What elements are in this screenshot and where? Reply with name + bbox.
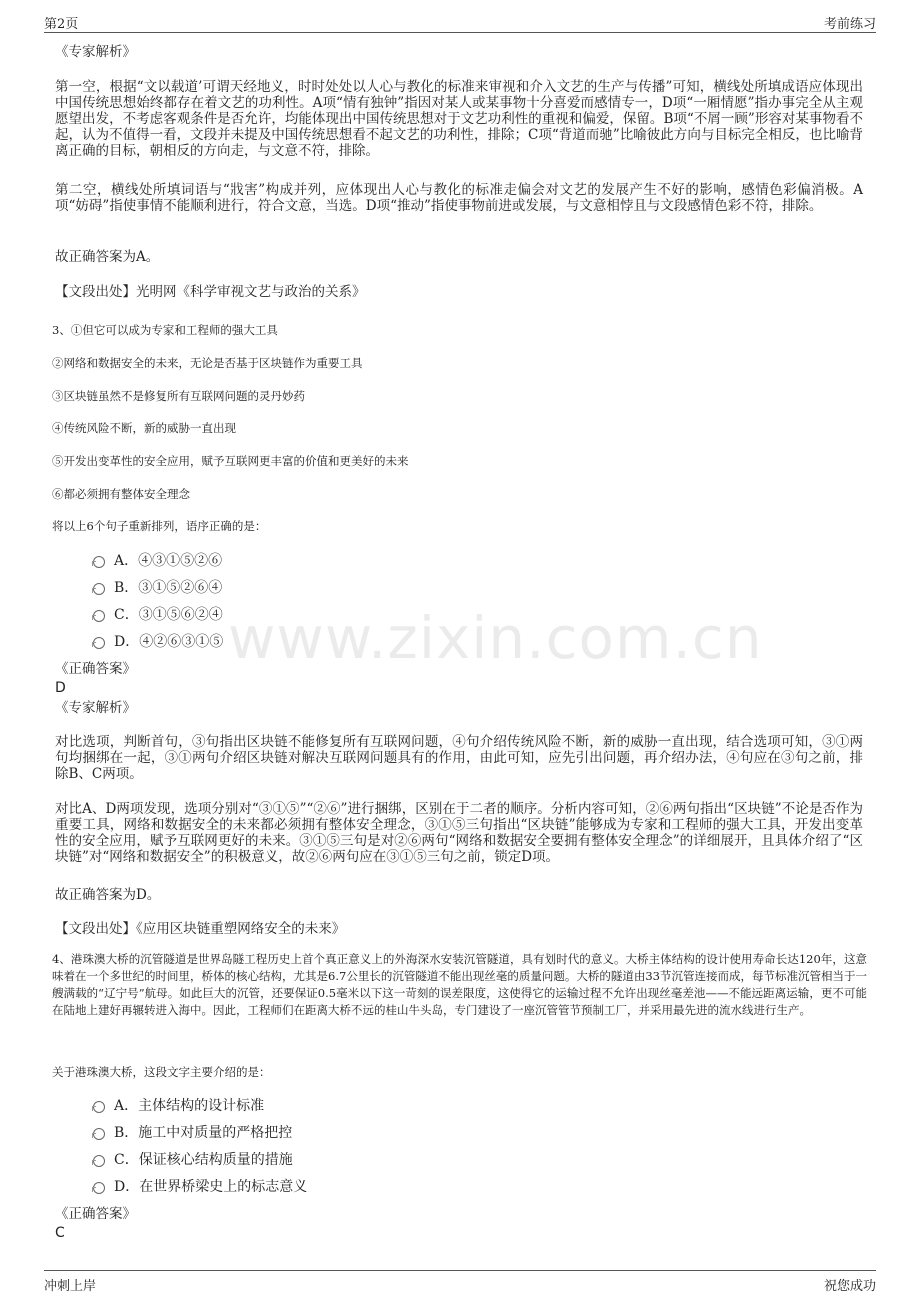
option-letter: C．: [114, 1152, 139, 1168]
radio-icon[interactable]: [93, 637, 105, 649]
q2-analysis-title: 《专家解析》: [55, 44, 136, 60]
radio-icon[interactable]: [93, 610, 105, 622]
option-text: ④③①⑤②⑥: [138, 553, 223, 569]
q3-sentence-6: ⑥都必须拥有整体安全理念: [52, 487, 190, 501]
q4-option-b[interactable]: [93, 1124, 292, 1142]
radio-icon[interactable]: [93, 1182, 105, 1194]
page-header: [44, 10, 876, 33]
q3-conclusion: 故正确答案为D。: [55, 887, 161, 903]
q3-sentence-2: ②网络和数据安全的未来，无论是否基于区块链作为重要工具: [52, 356, 363, 370]
q3-answer: D: [55, 680, 66, 696]
q2-analysis-p2: 第二空，横线处所填词语与“戕害”构成并列，应体现出人心与教化的标准走偏会对文艺的发展产生不好的影响，感情色彩偏消极。A项“妨碍”指使事情不能顺利进行，符合文意，当选。D项“推动”指使事物前进或发展，与文意相悖且与文段感情色彩不符，排除。: [55, 182, 863, 214]
q3-option-d[interactable]: [93, 633, 223, 651]
watermark: www.zixin.com.cn: [228, 604, 763, 672]
q4-option-d[interactable]: [93, 1178, 307, 1196]
option-text: ④②⑥③①⑤: [139, 634, 224, 650]
q3-option-c[interactable]: [93, 606, 223, 624]
page-number: 第2页: [44, 17, 79, 32]
radio-icon[interactable]: [93, 1155, 105, 1167]
radio-icon[interactable]: [93, 556, 105, 568]
radio-icon[interactable]: [93, 1101, 105, 1113]
q3-source: 【文段出处】《应用区块链重塑网络安全的未来》: [55, 921, 346, 937]
header-title: 考前练习: [823, 17, 876, 32]
q4-answer: C: [55, 1225, 65, 1241]
q4-prompt: 关于港珠澳大桥，这段文字主要介绍的是：: [52, 1065, 271, 1079]
option-text: 保证核心结构质量的措施: [138, 1152, 293, 1168]
q3-option-a[interactable]: [93, 552, 222, 570]
radio-icon[interactable]: [93, 583, 105, 595]
q2-source: 【文段出处】光明网《科学审视文艺与政治的关系》: [55, 284, 366, 300]
option-letter: D．: [114, 634, 140, 650]
q4-option-c[interactable]: [93, 1151, 293, 1169]
q3-sentence-3: ③区块链虽然不是修复所有互联网问题的灵丹妙药: [52, 389, 305, 403]
q4-answer-title: 《正确答案》: [55, 1206, 136, 1222]
q2-conclusion: 故正确答案为A。: [55, 249, 160, 265]
option-text: 在世界桥梁史上的标志意义: [139, 1179, 308, 1195]
q3-sentence-5: ⑤开发出变革性的安全应用，赋予互联网更丰富的价值和更美好的未来: [52, 454, 409, 468]
option-letter: A．: [114, 1098, 139, 1114]
q3-analysis-p2: 对比A、D两项发现，选项分别对“③①⑤”“②⑥”进行捆绑，区别在于二者的顺序。分析内容可知，②⑥两句指出“区块链”不论是否作为重要工具，网络和数据安全的未来都必须拥有整体安全理念，③①⑤三句指出“区块链”能够成为专家和工程师的强大工具，开发出变革性的安全应用，赋予互联网更好的未来。③①⑤三句是对②⑥两句“网络和数据安全要拥有整体安全理念”的详细展开，且具体介绍了“区块链”对“网络和数据安全”的积极意义，故②⑥两句应在③①⑤三句之前，锁定D项。: [55, 801, 863, 865]
option-text: ③①⑤⑥②④: [138, 607, 223, 623]
option-letter: D．: [114, 1179, 140, 1195]
footer-left: 冲刺上岸: [44, 1279, 97, 1294]
option-letter: A．: [114, 553, 139, 569]
page-footer: [44, 1270, 876, 1295]
q3-prompt: 将以上6个句子重新排列，语序正确的是：: [52, 519, 267, 533]
radio-icon[interactable]: [93, 1128, 105, 1140]
option-text: 主体结构的设计标准: [138, 1098, 265, 1114]
option-letter: B．: [114, 580, 139, 596]
q4-option-a[interactable]: [93, 1097, 264, 1115]
option-letter: C．: [114, 607, 139, 623]
q3-sentence-1: 3、①但它可以成为专家和工程师的强大工具: [52, 323, 278, 337]
footer-right: 祝您成功: [823, 1279, 876, 1294]
q3-sentence-4: ④传统风险不断，新的威胁一直出现: [52, 421, 236, 435]
q3-answer-title: 《正确答案》: [55, 661, 136, 677]
q4-passage: 4、港珠澳大桥的沉管隧道是世界岛隧工程历史上首个真正意义上的外海深水安装沉管隧道，具有划时代的意义。大桥主体结构的设计使用寿命长达120年，这意味着在一个多世纪的时间里，桥体的核心结构，尤其是6.7公里长的沉管隧道不能出现丝毫的质量问题。大桥的隧道由33节沉管连接而成，每节标准沉管相当于一艘满载的“辽宁号”航母。如此巨大的沉管，还要保证0.5毫米以下这一苛刻的误差限度，这使得它的运输过程不允许出现丝毫差池——不能远距离运输，更不可能在陆地上建好再辗转进入海中。因此，工程师们在距离大桥不远的桂山牛头岛，专门建设了一座沉管管节预制工厂，并采用最先进的流水线进行生产。: [52, 952, 867, 1017]
option-letter: B．: [114, 1125, 139, 1141]
q2-analysis-p1: 第一空，根据“文以载道’可谓天经地义，时时处处以人心与教化的标准来审视和介入文艺的生产与传播”可知，横线处所填成语应体现出中国传统思想始终都存在着文艺的功利性。A项“情有独钟”指因对某人或某事物十分喜爱而感情专一，D项“一厢情愿”指办事完全从主观愿望出发，不考虑客观条件是否允许，均能体现出中国传统思想对于文艺功利性的重视和偏爱，保留。B项“不屑一顾”形容对某事物看不起，认为不值得一看，文段并未提及中国传统思想看不起文艺的功利性，排除；C项“背道而驰”比喻彼此方向与目标完全相反，也比喻背离正确的目标，朝相反的方向走，与文意不符，排除。: [55, 79, 863, 159]
option-text: 施工中对质量的严格把控: [138, 1125, 293, 1141]
option-text: ③①⑤②⑥④: [138, 580, 223, 596]
q3-analysis-title: 《专家解析》: [55, 700, 136, 716]
q3-option-b[interactable]: [93, 579, 222, 597]
q3-analysis-p1: 对比选项，判断首句，③句指出区块链不能修复所有互联网问题，④句介绍传统风险不断，新的威胁一直出现，结合选项可知，③①两句均捆绑在一起，③①两句介绍区块链对解决互联网问题具有的作用，由此可知，应先引出问题，再介绍办法，④句应在③句之前，排除B、C两项。: [55, 734, 863, 782]
